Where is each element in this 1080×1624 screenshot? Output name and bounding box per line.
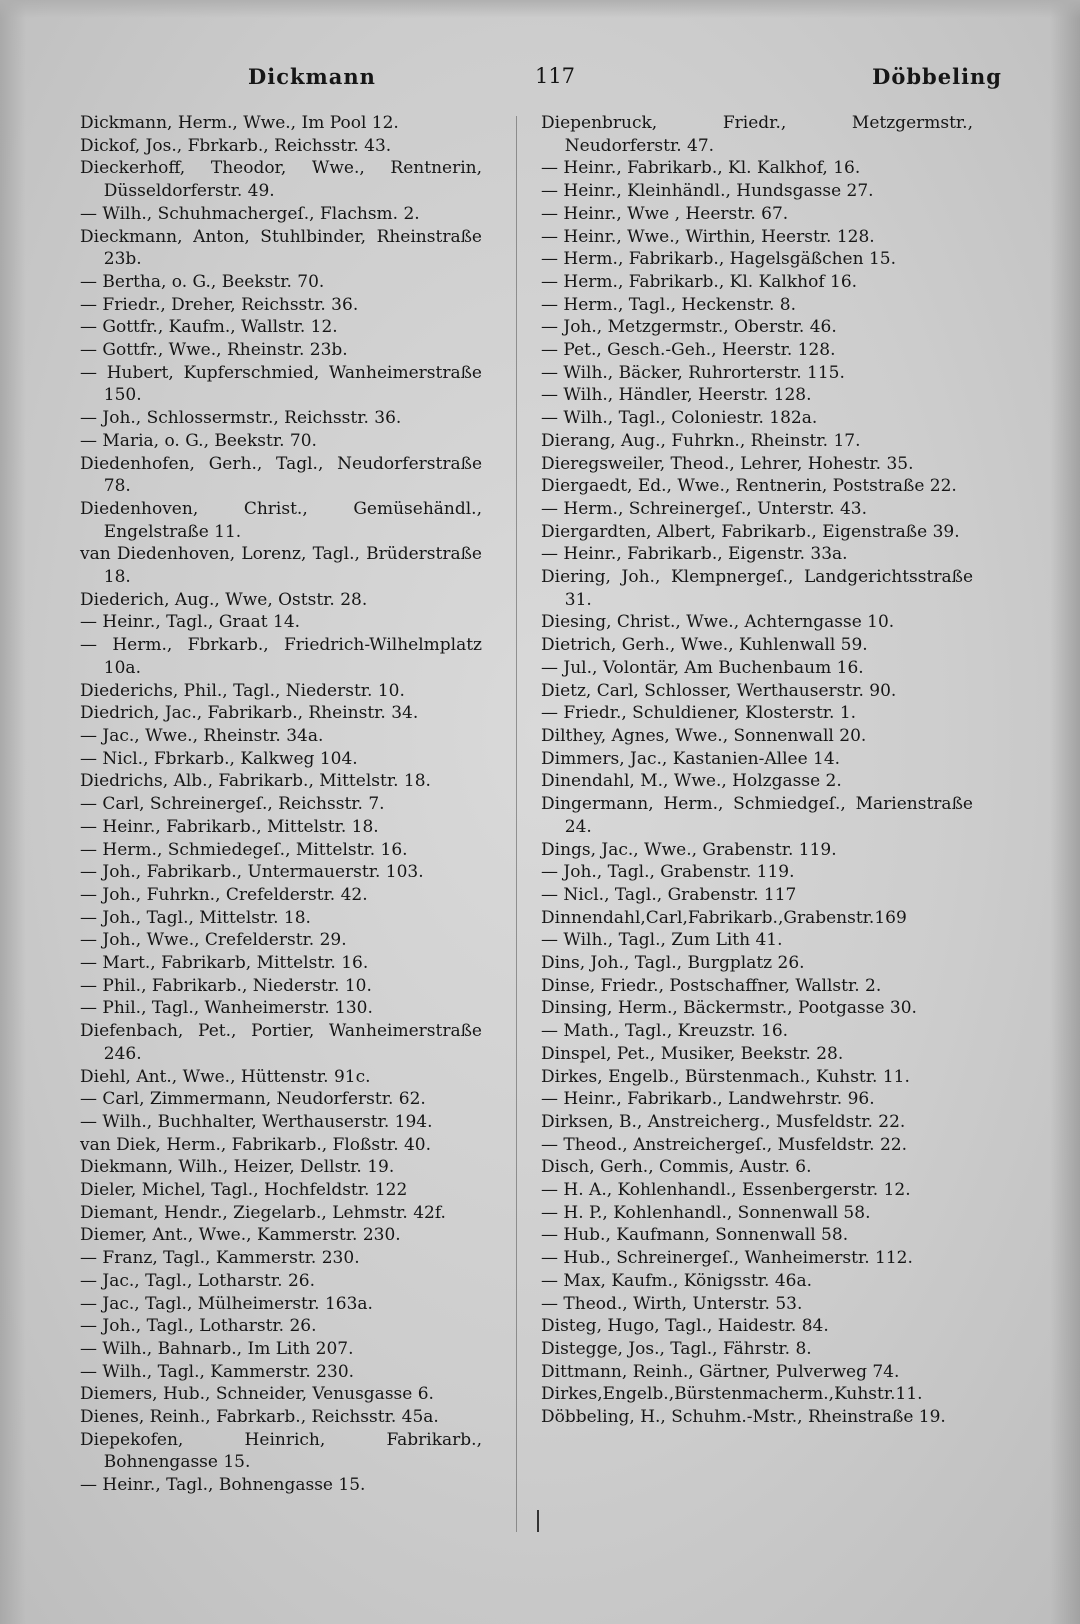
directory-entry: van Diedenhoven, Lorenz, Tagl., Brüderstraße 18. — [80, 544, 482, 588]
directory-entry: — Phil., Fabrikarb., Niederstr. 10. — [80, 975, 372, 996]
directory-entry: Diehl, Ant., Wwe., Hüttenstr. 91c. — [80, 1066, 371, 1087]
directory-entry: Dinnendahl,Carl,Fabrikarb.,Grabenstr.169 — [541, 907, 907, 928]
directory-entry: Dirksen, B., Anstreicherg., Musfeldstr. 22. — [541, 1111, 906, 1132]
directory-entry: Diedrich, Jac., Fabrikarb., Rheinstr. 34. — [80, 703, 419, 724]
directory-entry: — Jac., Wwe., Rheinstr. 34a. — [80, 725, 324, 746]
directory-entry: — Phil., Tagl., Wanheimerstr. 130. — [80, 998, 373, 1019]
directory-entry: Diepekofen, Heinrich, Fabrikarb., Bohnengasse 15. — [80, 1429, 482, 1473]
directory-entry: Diering, Joh., Klempnergeſ., Landgerichtsstraße 31. — [541, 567, 973, 610]
directory-entry: — Bertha, o. G., Beekstr. 70. — [80, 271, 325, 292]
directory-entry: — Gottfr., Wwe., Rheinstr. 23b. — [80, 340, 348, 361]
directory-entry: — Heinr., Kleinhändl., Hundsgasse 27. — [541, 181, 874, 202]
directory-entry: — Gottfr., Kaufm., Wallstr. 12. — [80, 317, 338, 338]
directory-entry: — Mart., Fabrikarb, Mittelstr. 16. — [80, 953, 369, 974]
directory-entry: Diedrichs, Alb., Fabrikarb., Mittelstr. 18. — [80, 771, 431, 792]
directory-entry: Dittmann, Reinh., Gärtner, Pulverweg 74. — [541, 1361, 900, 1382]
directory-entry: — Herm., Tagl., Heckenstr. 8. — [541, 294, 796, 315]
directory-entry: — Joh., Tagl., Lotharstr. 26. — [80, 1316, 317, 1337]
directory-entry: Döbbeling, H., Schuhm.-Mstr., Rheinstraße 19. — [541, 1407, 946, 1428]
directory-entry: Diemant, Hendr., Ziegelarb., Lehmstr. 42f. — [80, 1202, 446, 1223]
directory-entry: Diederichs, Phil., Tagl., Niederstr. 10. — [80, 680, 405, 701]
directory-entry: — Friedr., Dreher, Reichsstr. 36. — [80, 294, 359, 315]
directory-entry: — Math., Tagl., Kreuzstr. 16. — [541, 1021, 789, 1042]
directory-entry: Dickof, Jos., Fbrkarb., Reichsstr. 43. — [80, 135, 392, 156]
directory-entry: — Joh., Tagl., Mittelstr. 18. — [80, 907, 311, 928]
directory-entry: Dieckerhoff, Theodor, Wwe., Rentnerin, Düsseldorferstr. 49. — [80, 158, 482, 202]
directory-entry: — Theod., Anstreichergeſ., Musfeldstr. 22. — [541, 1134, 907, 1155]
directory-entry: Diepenbruck, Friedr., Metzgermstr., Neudorferstr. 47. — [541, 113, 973, 156]
directory-entry: — Herm., Schmiedegeſ., Mittelstr. 16. — [80, 839, 408, 860]
directory-entry: — Jul., Volontär, Am Buchenbaum 16. — [541, 657, 864, 678]
directory-entry: — Heinr., Fabrikarb., Mittelstr. 18. — [80, 816, 379, 837]
directory-entry: — Herm., Fbrkarb., Friedrich-Wilhelmplatz 10a. — [80, 635, 482, 678]
directory-entry: — Nicl., Fbrkarb., Kalkweg 104. — [80, 748, 358, 769]
directory-entry: Diesing, Christ., Wwe., Achterngasse 10. — [541, 612, 895, 633]
directory-entry: — Wilh., Tagl., Zum Lith 41. — [541, 930, 783, 951]
directory-entry: Dieckmann, Anton, Stuhlbinder, Rheinstraße 23b. — [80, 226, 482, 270]
directory-entry: — Joh., Metzgermstr., Oberstr. 46. — [541, 317, 837, 338]
directory-entry: Dieler, Michel, Tagl., Hochfeldstr. 122 — [80, 1180, 408, 1201]
page-shadow-top — [0, 0, 1080, 18]
directory-entry: — Wilh., Händler, Heerstr. 128. — [541, 385, 812, 406]
directory-entry: — Heinr., Wwe , Heerstr. 67. — [541, 203, 789, 224]
directory-entry: Diergardten, Albert, Fabrikarb., Eigenstraße 39. — [541, 521, 960, 542]
directory-entry: — Maria, o. G., Beekstr. 70. — [80, 430, 317, 451]
directory-entry: Dietz, Carl, Schlosser, Werthauserstr. 90. — [541, 680, 897, 701]
directory-entry: — Joh., Wwe., Crefelderstr. 29. — [80, 930, 347, 951]
left-column — [80, 112, 482, 1497]
directory-entry: — Wilh., Tagl., Coloniestr. 182a. — [541, 408, 818, 429]
bottom-rule-mark — [537, 1510, 539, 1532]
directory-entry: — Heinr., Fabrikarb., Landwehrstr. 96. — [541, 1089, 875, 1110]
directory-entry: Disch, Gerh., Commis, Austr. 6. — [541, 1157, 812, 1178]
directory-entry: Disteg, Hugo, Tagl., Haidestr. 84. — [541, 1316, 829, 1337]
directory-entry: — Heinr., Tagl., Bohnengasse 15. — [80, 1475, 366, 1496]
directory-entry: — Wilh., Buchhalter, Werthauserstr. 194. — [80, 1111, 433, 1132]
directory-entry: — Theod., Wirth, Unterstr. 53. — [541, 1293, 803, 1314]
directory-entry: — Carl, Zimmermann, Neudorferstr. 62. — [80, 1089, 426, 1110]
directory-entry: — Wilh., Bäcker, Ruhrorterstr. 115. — [541, 362, 845, 383]
column-divider — [516, 116, 517, 1532]
directory-entry: Dickmann, Herm., Wwe., Im Pool 12. — [80, 113, 399, 133]
directory-entry: Dierang, Aug., Fuhrkn., Rheinstr. 17. — [541, 430, 861, 451]
directory-entry: — Wilh., Schuhmachergeſ., Flachsm. 2. — [80, 203, 420, 224]
directory-entry: Dilthey, Agnes, Wwe., Sonnenwall 20. — [541, 725, 867, 746]
directory-entry: Diefenbach, Pet., Portier, Wanheimerstraße 246. — [80, 1021, 482, 1064]
directory-entry: — Wilh., Bahnarb., Im Lith 207. — [80, 1338, 354, 1359]
directory-entry: Diemer, Ant., Wwe., Kammerstr. 230. — [80, 1225, 401, 1246]
directory-entry: Dinendahl, M., Wwe., Holzgasse 2. — [541, 771, 842, 792]
right-column — [541, 112, 973, 1429]
page-number: 117 — [534, 64, 576, 88]
page-shadow-right — [1050, 0, 1080, 1624]
directory-entry: — Heinr., Fabrikarb., Kl. Kalkhof, 16. — [541, 158, 861, 179]
directory-entry: — Carl, Schreinergeſ., Reichsstr. 7. — [80, 794, 385, 815]
header-left-catchword: Dickmann — [248, 64, 376, 89]
directory-entry: Dirkes,Engelb.,Bürstenmacherm.,Kuhstr.11. — [541, 1384, 923, 1405]
directory-entry: Distegge, Jos., Tagl., Fährstr. 8. — [541, 1338, 812, 1359]
directory-entry: — Wilh., Tagl., Kammerstr. 230. — [80, 1361, 355, 1382]
directory-entry: Dins, Joh., Tagl., Burgplatz 26. — [541, 953, 805, 974]
directory-entry: Dinspel, Pet., Musiker, Beekstr. 28. — [541, 1043, 844, 1064]
directory-entry: — Max, Kaufm., Königsstr. 46a. — [541, 1270, 813, 1291]
directory-entry: — Joh., Tagl., Grabenstr. 119. — [541, 862, 795, 883]
directory-entry: — Joh., Fabrikarb., Untermauerstr. 103. — [80, 862, 424, 883]
directory-entry: Dieregsweiler, Theod., Lehrer, Hohestr. 35. — [541, 453, 914, 474]
directory-entry: — Herm., Fabrikarb., Hagelsgäßchen 15. — [541, 249, 896, 270]
directory-entry: Dingermann, Herm., Schmiedgeſ., Marienstraße 24. — [541, 794, 973, 837]
directory-entry: — Nicl., Tagl., Grabenstr. 117 — [541, 884, 797, 905]
directory-entry: — Heinr., Wwe., Wirthin, Heerstr. 128. — [541, 226, 875, 247]
directory-entry: — Jac., Tagl., Mülheimerstr. 163a. — [80, 1293, 373, 1314]
page-shadow-left — [0, 0, 26, 1624]
directory-entry: Dimmers, Jac., Kastanien-Allee 14. — [541, 748, 841, 769]
page-header — [80, 64, 1030, 94]
directory-entry: — Pet., Gesch.-Geh., Heerstr. 128. — [541, 340, 836, 361]
directory-entry: Dings, Jac., Wwe., Grabenstr. 119. — [541, 839, 837, 860]
directory-entry: — Hub., Kaufmann, Sonnenwall 58. — [541, 1225, 849, 1246]
directory-entry: — Heinr., Tagl., Graat 14. — [80, 612, 301, 633]
directory-entry: Dietrich, Gerh., Wwe., Kuhlenwall 59. — [541, 635, 868, 656]
directory-entry: Diedenhoven, Christ., Gemüsehändl., Engelstraße 11. — [80, 498, 482, 542]
directory-entry: — Franz, Tagl., Kammerstr. 230. — [80, 1248, 360, 1269]
directory-entry: — Herm., Fabrikarb., Kl. Kalkhof 16. — [541, 271, 858, 292]
directory-entry: — H. P., Kohlenhandl., Sonnenwall 58. — [541, 1202, 871, 1223]
directory-entry: Diergaedt, Ed., Wwe., Rentnerin, Poststraße 22. — [541, 476, 957, 497]
directory-entry: — Hubert, Kupferschmied, Wanheimerstraße 150. — [80, 362, 482, 406]
header-right-catchword: Döbbeling — [872, 64, 1002, 89]
directory-entry: Dirkes, Engelb., Bürstenmach., Kuhstr. 11. — [541, 1066, 910, 1087]
directory-entry: Diekmann, Wilh., Heizer, Dellstr. 19. — [80, 1157, 395, 1178]
directory-entry: — Hub., Schreinergeſ., Wanheimerstr. 112. — [541, 1248, 913, 1269]
directory-entry: — Friedr., Schuldiener, Klosterstr. 1. — [541, 703, 857, 724]
directory-entry: Diedenhofen, Gerh., Tagl., Neudorferstraße 78. — [80, 453, 482, 497]
directory-entry: — H. A., Kohlenhandl., Essenbergerstr. 12. — [541, 1180, 911, 1201]
directory-entry: — Herm., Schreinergeſ., Unterstr. 43. — [541, 498, 868, 519]
directory-entry: — Joh., Schlossermstr., Reichsstr. 36. — [80, 408, 402, 429]
directory-entry: Diemers, Hub., Schneider, Venusgasse 6. — [80, 1384, 434, 1405]
directory-entry: Diederich, Aug., Wwe, Oststr. 28. — [80, 589, 368, 610]
directory-entry: Dinse, Friedr., Postschaffner, Wallstr. 2. — [541, 975, 882, 996]
directory-entry: Dienes, Reinh., Fabrkarb., Reichsstr. 45a. — [80, 1407, 439, 1428]
directory-entry: — Joh., Fuhrkn., Crefelderstr. 42. — [80, 884, 368, 905]
directory-entry: — Heinr., Fabrikarb., Eigenstr. 33a. — [541, 544, 848, 565]
directory-entry: Dinsing, Herm., Bäckermstr., Pootgasse 30. — [541, 998, 917, 1019]
directory-entry: — Jac., Tagl., Lotharstr. 26. — [80, 1270, 315, 1291]
directory-entry: van Diek, Herm., Fabrikarb., Floßstr. 40. — [80, 1134, 432, 1155]
